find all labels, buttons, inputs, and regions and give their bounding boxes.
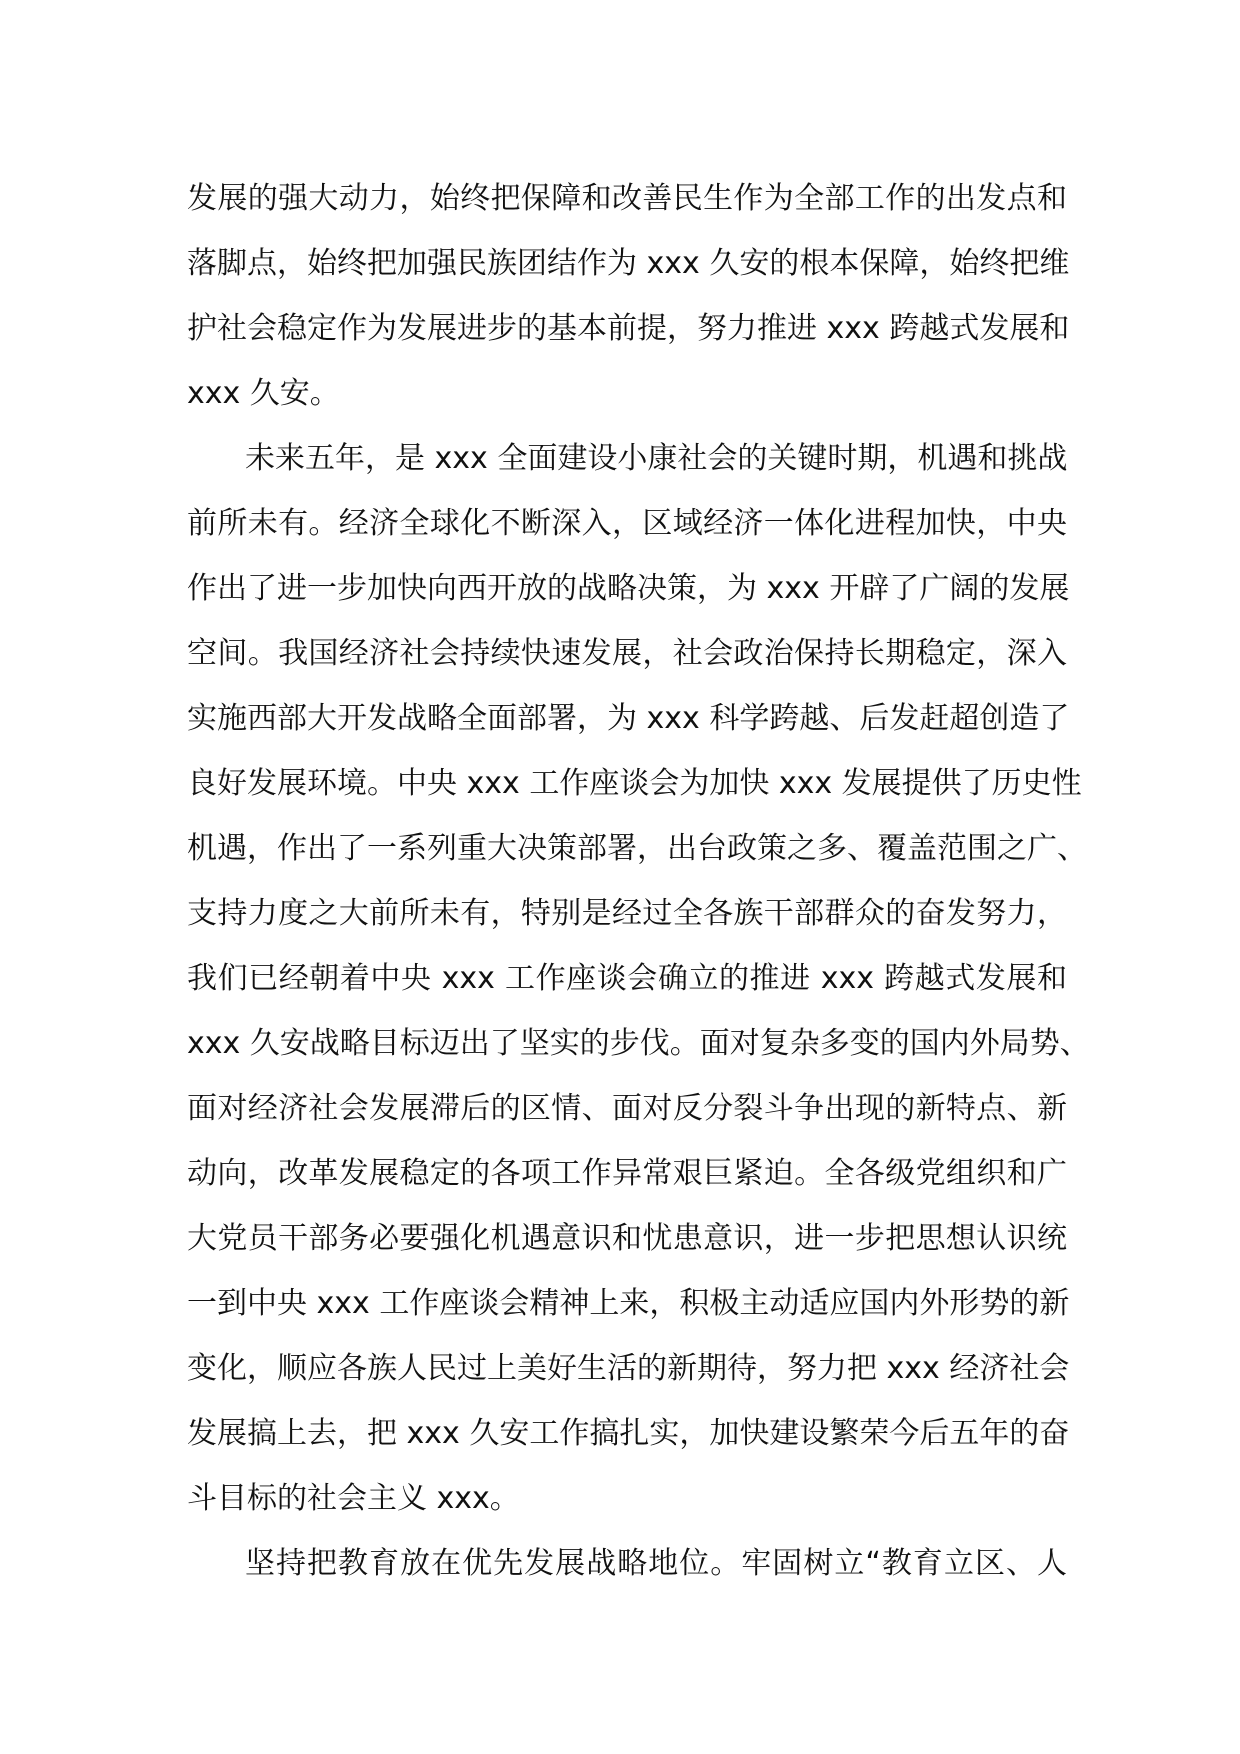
text-line: 落脚点，始终把加强民族团结作为 xxx 久安的根本保障，始终把维 (187, 246, 1070, 281)
text-line: 发展的强大动力，始终把保障和改善民生作为全部工作的出发点和 (187, 181, 1067, 216)
paragraph-continuation (187, 166, 1070, 426)
text-line: 支持力度之大前所未有，特别是经过全各族干部群众的奋发努力， (187, 896, 1067, 931)
text-line: 坚持把教育放在优先发展战略地位。牢固树立“教育立区、人 (245, 1546, 1067, 1581)
paragraph-future-five-years (187, 426, 1090, 1531)
text-line: 机遇，作出了一系列重大决策部署，出台政策之多、覆盖范围之广、 (187, 831, 1087, 866)
text-line: 良好发展环境。中央 xxx 工作座谈会为加快 xxx 发展提供了历史性 (187, 766, 1082, 801)
text-line: 实施西部大开发战略全面部署，为 xxx 科学跨越、后发赶超创造了 (187, 701, 1070, 736)
text-line: 面对经济社会发展滞后的区情、面对反分裂斗争出现的新特点、新 (187, 1091, 1067, 1126)
text-line: 我们已经朝着中央 xxx 工作座谈会确立的推进 xxx 跨越式发展和 (187, 961, 1067, 996)
text-line: 变化，顺应各族人民过上美好生活的新期待，努力把 xxx 经济社会 (187, 1351, 1070, 1386)
text-line: 一到中央 xxx 工作座谈会精神上来，积极主动适应国内外形势的新 (187, 1286, 1070, 1321)
text-line: 动向，改革发展稳定的各项工作异常艰巨紧迫。全各级党组织和广 (187, 1156, 1067, 1191)
text-line: 发展搞上去，把 xxx 久安工作搞扎实，加快建设繁荣今后五年的奋 (187, 1416, 1070, 1451)
text-line: xxx 久安战略目标迈出了坚实的步伐。面对复杂多变的国内外局势、 (187, 1026, 1090, 1061)
document-body (187, 166, 1090, 1596)
text-line: 护社会稳定作为发展进步的基本前提，努力推进 xxx 跨越式发展和 (187, 311, 1070, 346)
text-line: 未来五年，是 xxx 全面建设小康社会的关键时期，机遇和挑战 (245, 441, 1068, 476)
paragraph-education-priority (187, 1531, 1067, 1596)
text-line: xxx 久安。 (187, 376, 340, 411)
text-line: 空间。我国经济社会持续快速发展，社会政治保持长期稳定，深入 (187, 636, 1067, 671)
text-line: 大党员干部务必要强化机遇意识和忧患意识，进一步把思想认识统 (187, 1221, 1067, 1256)
text-line: 斗目标的社会主义 xxx。 (187, 1481, 520, 1516)
text-line: 前所未有。经济全球化不断深入，区域经济一体化进程加快，中央 (187, 506, 1067, 541)
text-line: 作出了进一步加快向西开放的战略决策，为 xxx 开辟了广阔的发展 (187, 571, 1070, 606)
